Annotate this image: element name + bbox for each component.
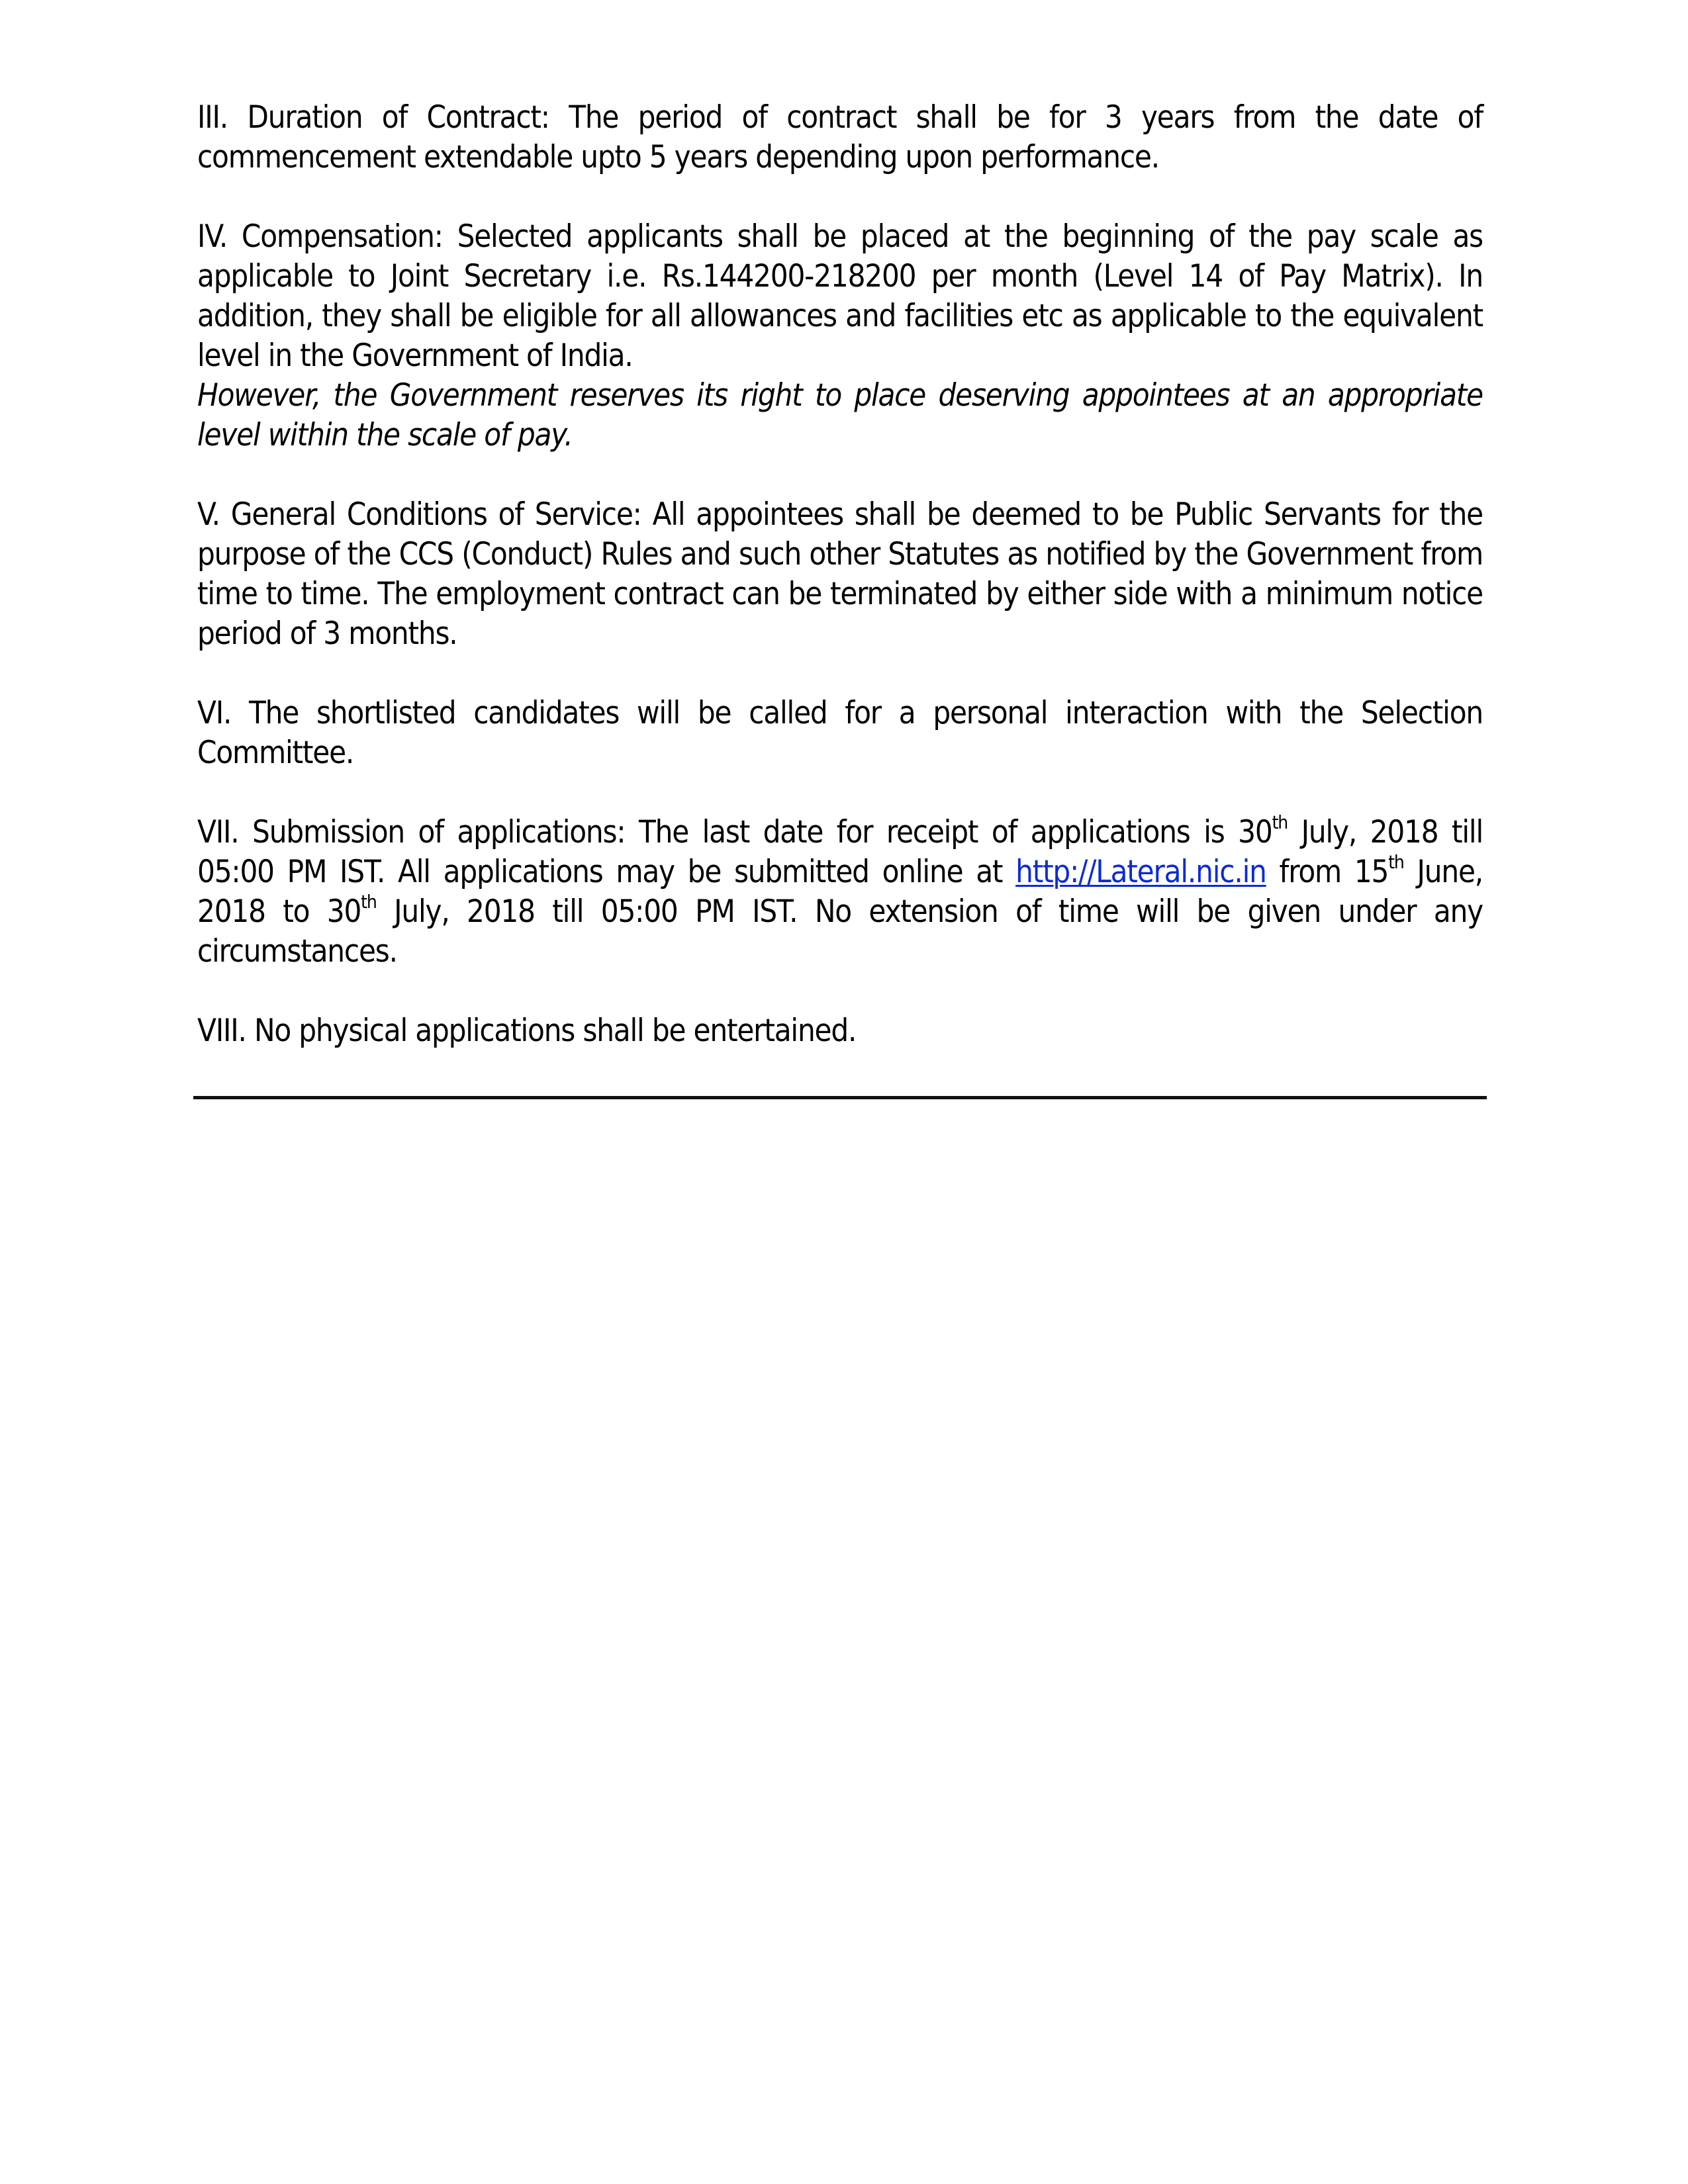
application-portal-link[interactable]: http://Lateral.nic.in (1015, 854, 1266, 890)
horizontal-rule-divider (193, 1096, 1487, 1099)
section-viii-no-physical-applications: VIII. No physical applications shall be entertained. (197, 1013, 857, 1049)
section-iv-compensation (197, 217, 1483, 455)
section-iii-duration-of-contract: III. Duration of Contract: The period of contract shall be for 3 years from the date of commencement extendable upto 5 years depending upon performance. (197, 99, 1483, 175)
submission-text-part-1: VII. Submission of applications: The last date for receipt of applications is 30 (197, 814, 1272, 850)
ordinal-suffix: th (361, 891, 377, 913)
ordinal-suffix: th (1388, 851, 1404, 874)
submission-text-part-3: from 15 (1266, 854, 1389, 890)
submission-text-part-4: June, 2018 to 30 (197, 854, 1483, 930)
submission-text-part-2: July, 2018 till 05:00 PM IST. All applications may be submitted online at (197, 814, 1483, 890)
section-vi-personal-interaction: VI. The shortlisted candidates will be called for a personal interaction with the Selection Committee. (197, 695, 1483, 771)
compensation-note: However, the Government reserves its right to place deserving appointees at an appropriate level within the scale of pay. (197, 377, 1483, 453)
submission-text-part-5: July, 2018 till 05:00 PM IST. No extension of time will be given under any circumstances. (197, 893, 1483, 970)
section-v-general-conditions: V. General Conditions of Service: All appointees shall be deemed to be Public Servants for the purpose of the CCS (Conduct) Rules and such other Statutes as notified by the Government from time to time. The employment contract can be terminated by either side with a minimum notice period of 3 months. (197, 496, 1483, 652)
section-vii-submission-of-applications (197, 813, 1483, 972)
compensation-text: IV. Compensation: Selected applicants shall be placed at the beginning of the pay scale as applicable to Joint Secretary i.e. Rs.144200-218200 per month (Level 14 of Pay Matrix). In addition, they shall be eligible for all allowances and facilities etc as applicable to the equivalent level in the Government of India. (197, 218, 1483, 374)
document-page (197, 98, 1483, 1091)
ordinal-suffix: th (1272, 811, 1288, 834)
